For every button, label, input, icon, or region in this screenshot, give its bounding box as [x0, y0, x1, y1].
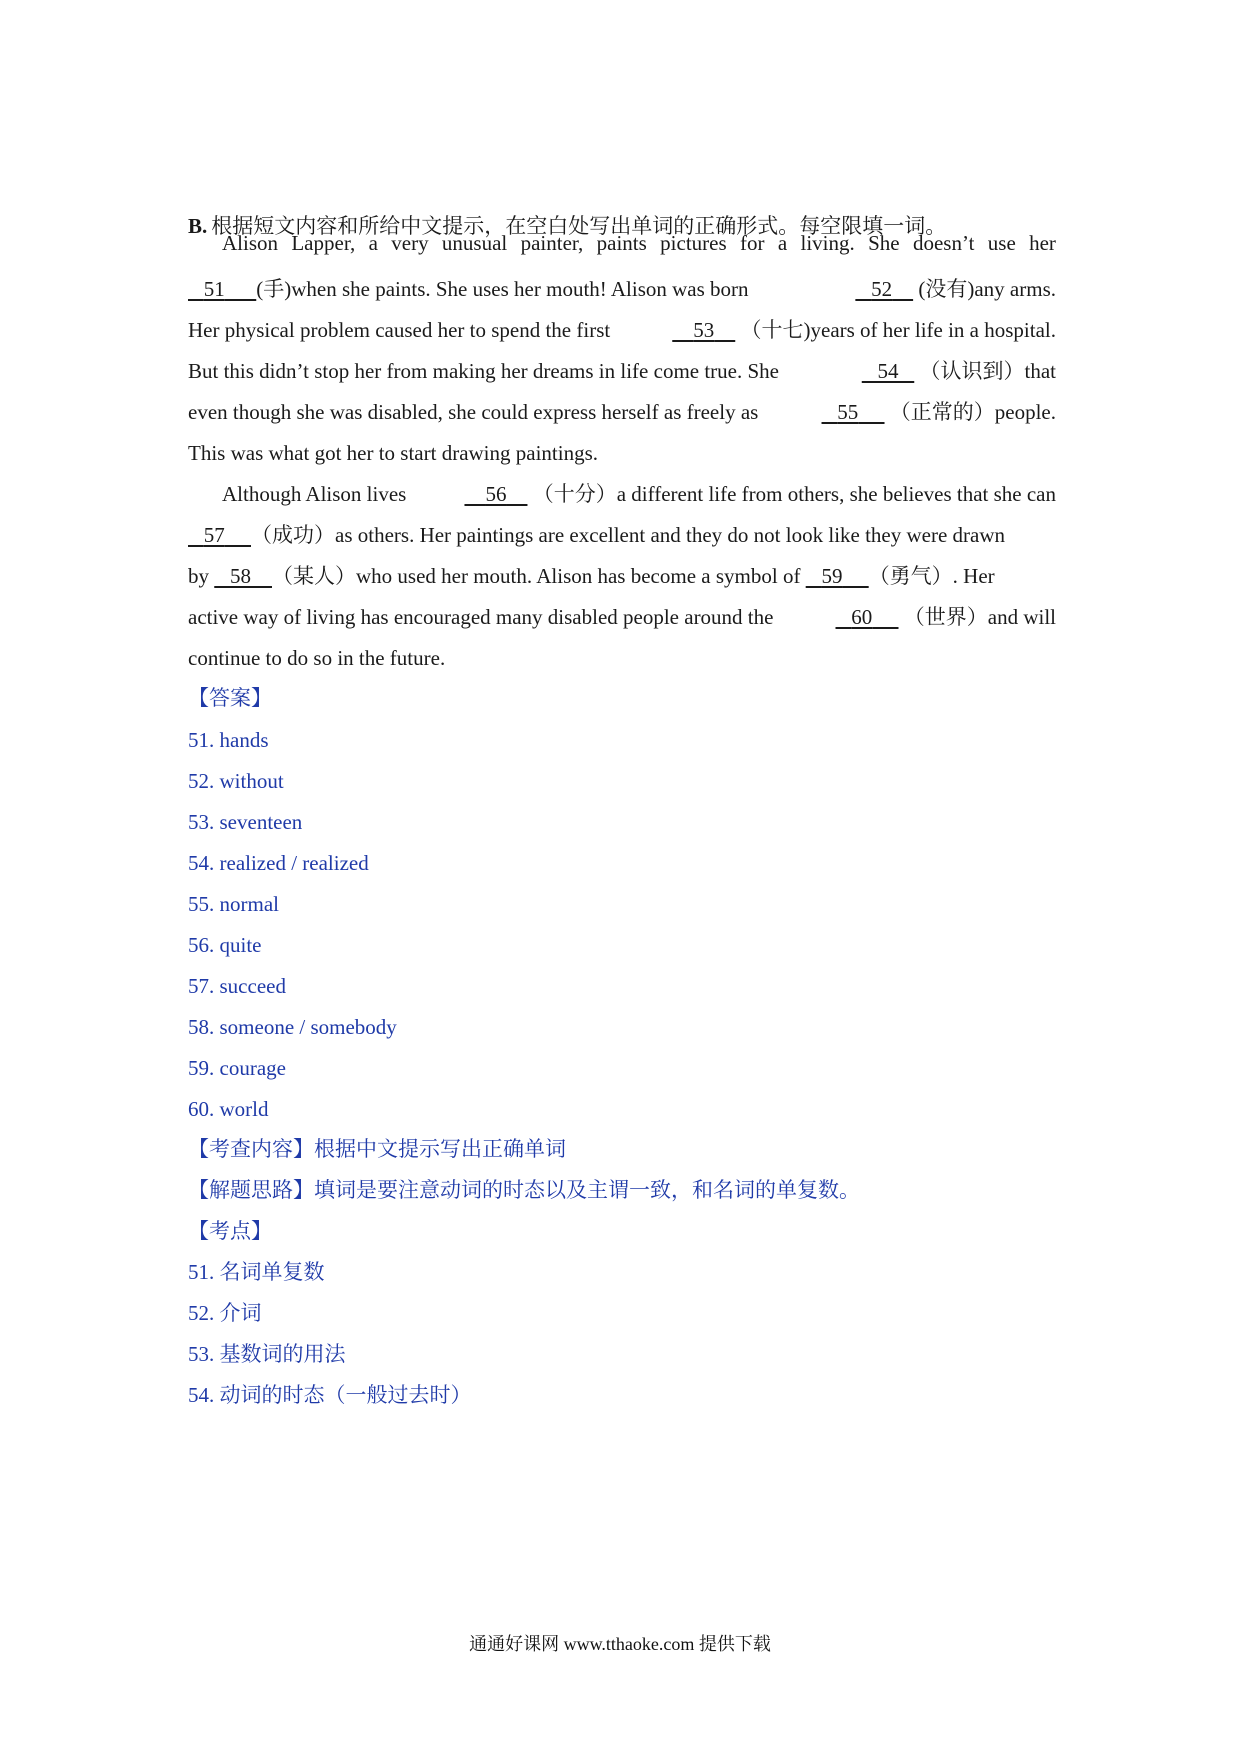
blank-59: 59 [821, 564, 843, 588]
passage-text: （成功）as others. Her paintings are excellent and they do not look like they were drawn [251, 523, 1006, 547]
passage-word: painter, [520, 231, 584, 255]
passage-line-9 [188, 562, 1056, 590]
passage-line-8 [188, 521, 1056, 549]
passage-word: pictures [660, 231, 727, 255]
answer-item: 52. without [188, 769, 284, 793]
passage-text: (手)when she paints. She uses her mouth! Alison was born [256, 277, 749, 301]
passage-word: for [740, 231, 765, 255]
passage-line-7 [188, 480, 1056, 508]
passage-word: living. [800, 231, 855, 255]
blank-55: 55 [837, 400, 859, 424]
blank-53: 53 [693, 318, 715, 342]
passage-text: （认识到）that [919, 359, 1056, 383]
passage-line-3 [188, 316, 1056, 344]
passage-word: unusual [441, 231, 508, 255]
blank-57: 57 [203, 523, 225, 547]
passage-word: Lapper, [291, 231, 356, 255]
passage-text: （十分）a different life from others, she believes that she can [532, 482, 1056, 506]
answer-item: 55. normal [188, 892, 279, 916]
passage-text: active way of living has encouraged many disabled people around the [188, 605, 774, 629]
passage-word: a [777, 231, 788, 255]
answer-item: 53. seventeen [188, 810, 303, 834]
passage-text: （十七)years of her life in a hospital. [740, 318, 1056, 342]
passage-word: Alison [222, 231, 279, 255]
passage-text: （世界）and will [903, 605, 1056, 629]
blank-60: 60 [851, 605, 873, 629]
blank-52: 52 [871, 277, 893, 301]
passage-line-10 [188, 603, 1056, 631]
passage-line-1 [188, 229, 1056, 257]
passage-line-11 [188, 644, 1056, 672]
answer-item: 59. courage [188, 1056, 286, 1080]
passage-word: doesn’t [912, 231, 975, 255]
section-instructions: 根据短文内容和所给中文提示，在空白处写出单词的正确形式。每空限填一词。 [211, 214, 947, 238]
answer-item: 60. world [188, 1097, 269, 1121]
passage-text: by [188, 564, 209, 588]
passage-text: (没有)any arms. [918, 277, 1056, 301]
passage-text: even though she was disabled, she could express herself as freely as [188, 400, 759, 424]
blank-56: 56 [485, 482, 507, 506]
passage-text: （正常的）people. [889, 400, 1056, 424]
blank-51: 51 [203, 277, 225, 301]
exam-content-line: 【考查内容】根据中文提示写出正确单词 [188, 1137, 566, 1161]
passage-text: This was what got her to start drawing paintings. [188, 441, 599, 465]
passage-text: Although Alison lives [222, 482, 407, 506]
blank-58: 58 [230, 564, 251, 588]
passage-word: her [1029, 231, 1056, 255]
key-point-item: 52. 介词 [188, 1301, 262, 1325]
solution-approach-line: 【解题思路】填词是要注意动词的时态以及主谓一致，和名词的单复数。 [188, 1178, 860, 1202]
answers-title: 【答案】 [188, 686, 272, 710]
passage-text: continue to do so in the future. [188, 646, 446, 670]
answer-item: 56. quite [188, 933, 262, 957]
page-footer: 通通好课网 www.tthaoke.com 提供下载 [469, 1634, 771, 1654]
passage-word: use [987, 231, 1016, 255]
answer-item: 57. succeed [188, 974, 286, 998]
key-point-item: 54. 动词的时态（一般过去时） [188, 1383, 472, 1407]
key-points-title: 【考点】 [188, 1219, 272, 1243]
passage-text: But this didn’t stop her from making her dreams in life come true. She [188, 359, 779, 383]
passage-word: paints [596, 231, 647, 255]
section-label: B. [188, 214, 208, 238]
passage-word: a [368, 231, 378, 255]
passage-text: （勇气）. Her [868, 564, 995, 588]
passage-line-5 [188, 398, 1056, 426]
key-point-item: 53. 基数词的用法 [188, 1342, 346, 1366]
answer-item: 58. someone / somebody [188, 1015, 397, 1039]
answer-item: 51. hands [188, 728, 269, 752]
passage-line-4 [188, 357, 1056, 385]
passage-text: （某人）who used her mouth. Alison has become a symbol of [272, 564, 801, 588]
blank-54: 54 [877, 359, 899, 383]
passage-word: very [391, 231, 429, 255]
passage-line-6 [188, 439, 1056, 467]
answer-item: 54. realized / realized [188, 851, 369, 875]
passage-line-2 [188, 275, 1056, 303]
key-point-item: 51. 名词单复数 [188, 1260, 325, 1284]
passage-text: Her physical problem caused her to spend the first [188, 318, 611, 342]
passage-word: She [868, 231, 900, 255]
